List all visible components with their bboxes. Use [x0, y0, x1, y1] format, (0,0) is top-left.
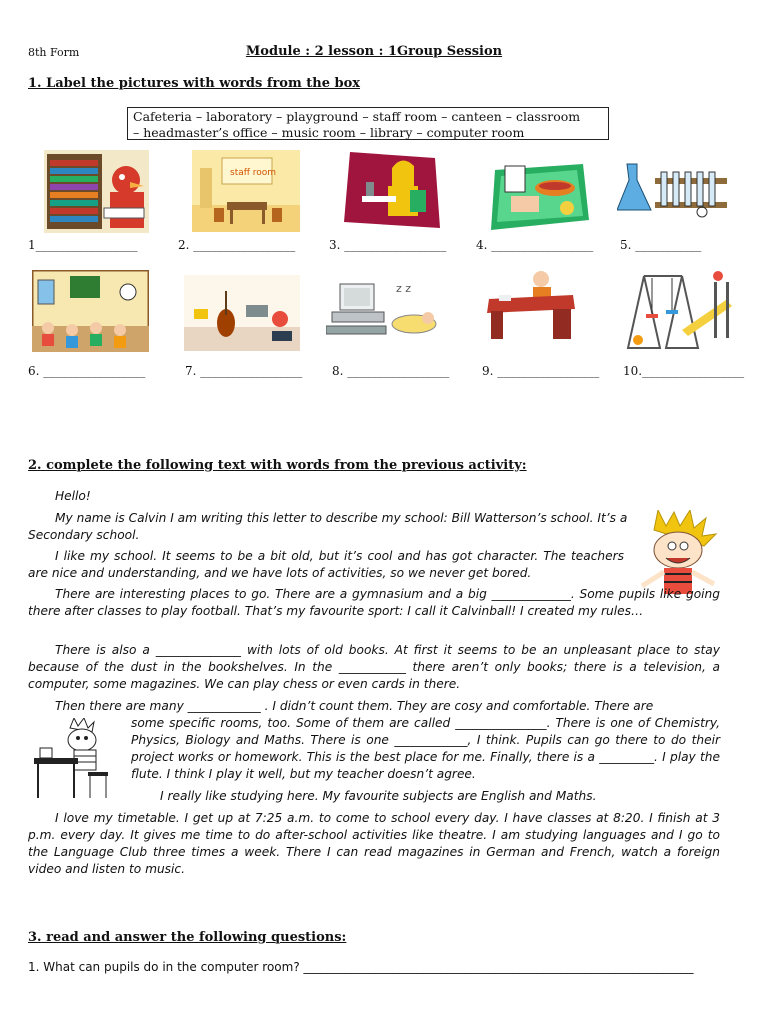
- calvin-desk-illustration: [30, 718, 116, 800]
- label-4[interactable]: 4. _________________: [476, 238, 594, 252]
- section1-heading: 1. Label the pictures with words from the box: [28, 76, 361, 91]
- computer-room-picture: [326, 274, 442, 352]
- form-level: 8th Form: [28, 46, 80, 59]
- playground-picture: [622, 270, 736, 352]
- cafeteria-picture: [340, 150, 442, 232]
- letter-paragraph-7: I love my timetable. I get up at 7:25 a.m. to come to school every day. I have classes at 8:20. I finish at 3 p.m. every day. It gives me time to do after-school activities like theatre. I am studying languages and I go to the Language Club three times a week. There I can read magazines in German and French, watch a foreign video and listen to music.: [28, 811, 720, 876]
- letter-greeting: Hello!: [55, 489, 91, 503]
- laboratory-picture: [617, 160, 730, 218]
- letter-paragraph-6: I really like studying here. My favourite subjects are English and Maths.: [160, 789, 597, 803]
- worksheet-title: [0, 44, 768, 59]
- letter-paragraph-5-first-line: Then there are many ____________ . I didn’t count them. They are cosy and comfortable. There are: [55, 699, 654, 713]
- label-1[interactable]: 1_________________: [28, 238, 138, 252]
- label-7[interactable]: 7. _________________: [185, 364, 303, 378]
- label-8[interactable]: 8. _________________: [332, 364, 450, 378]
- svg-text:staff room: staff room: [230, 168, 277, 178]
- svg-text:z z: z z: [396, 282, 412, 295]
- letter-paragraph-4: There is also a ______________ with lots of old books. At first it seems to be an unpleasant place to stay because of the dust in the bookshelves. In the ___________ there aren’t only books; there is a television, a computer, some magazines. We can play chess or even cards in there.: [28, 643, 720, 691]
- letter-paragraph-5: some specific rooms, too. Some of them are called _______________. There is one of Chemistry, Physics, Biology and Maths. There is one ____________, I think. Pupils can go there to do their project works or homework. This is the best place for me. Finally, there is a _________. I play the flute. I think I play it well, but my teacher doesn’t agree.: [131, 716, 720, 781]
- question-1[interactable]: 1. What can pupils do in the computer room? _________________________________________________________________: [28, 960, 694, 974]
- headmaster-office-picture: [487, 265, 576, 340]
- letter-paragraph-2: I like my school. It seems to be a bit old, but it’s cool and has got character. The teachers are nice and understanding, and we have lots of activities, so we never get bored.: [28, 549, 624, 580]
- label-9[interactable]: 9. _________________: [482, 364, 600, 378]
- word-box-line2: – headmaster’s office – music room – library – computer room: [133, 125, 525, 140]
- letter-paragraph-3: There are interesting places to go. There are a gymnasium and a big _____________. Some pupils like going there after classes to play football. That’s my favourite sport: I call it Calvinball! I created my rules…: [28, 587, 720, 618]
- worksheet-title-text: Module : 2 lesson : 1Group Session: [245, 44, 503, 59]
- staff-room-picture: [192, 150, 300, 232]
- label-5[interactable]: 5. ___________: [620, 238, 702, 252]
- label-10[interactable]: 10._________________: [623, 364, 745, 378]
- word-box-line1: Cafeteria – laboratory – playground – staff room – canteen – classroom: [133, 109, 581, 124]
- canteen-picture: [487, 160, 591, 234]
- classroom-picture: [32, 270, 149, 352]
- music-room-picture: [184, 275, 300, 351]
- label-6[interactable]: 6. _________________: [28, 364, 146, 378]
- word-box: [127, 107, 609, 140]
- section2-heading: 2. complete the following text with words from the previous activity:: [28, 458, 527, 473]
- library-picture: [44, 150, 149, 233]
- label-2[interactable]: 2. _________________: [178, 238, 296, 252]
- section3-heading: 3. read and answer the following questions:: [28, 930, 347, 945]
- letter-paragraph-1: My name is Calvin I am writing this letter to describe my school: Bill Watterson’s school. It’s a Secondary school.: [28, 511, 628, 542]
- label-3[interactable]: 3. _________________: [329, 238, 447, 252]
